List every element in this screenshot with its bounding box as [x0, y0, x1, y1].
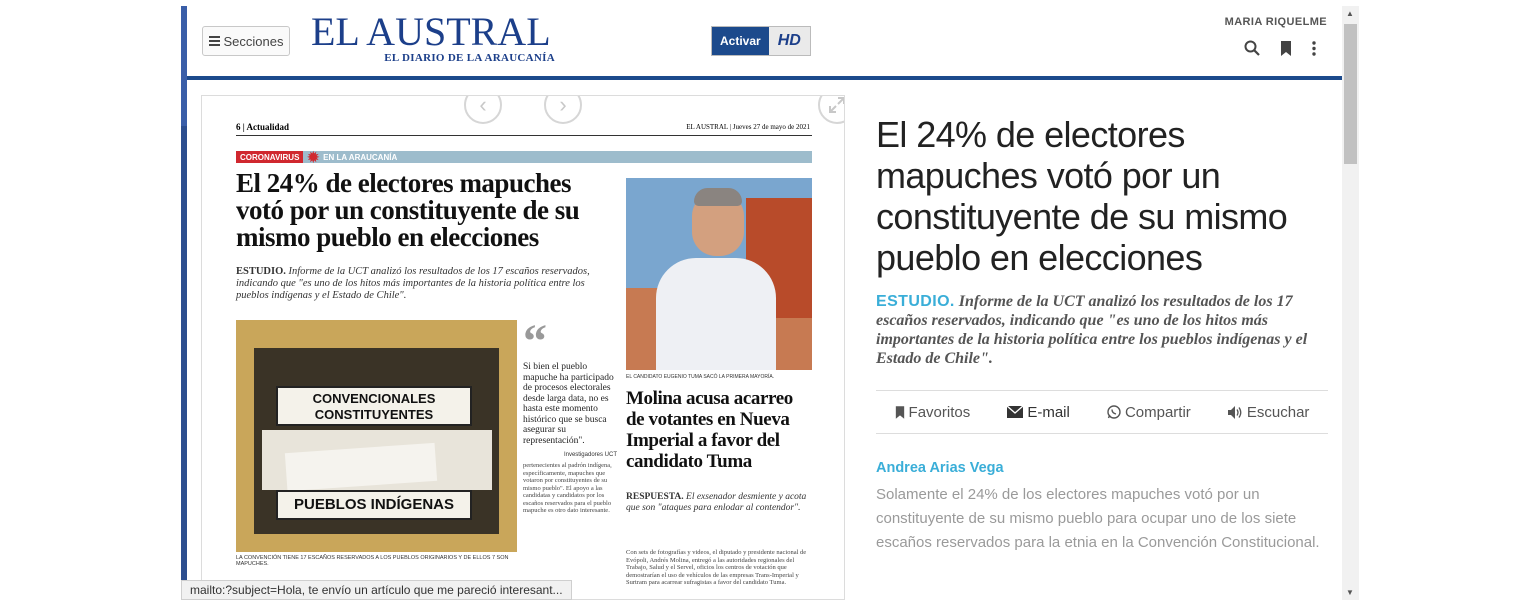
page-scrollbar[interactable] — [1342, 6, 1359, 600]
scroll-up-icon[interactable]: ▲ — [1346, 9, 1354, 18]
photo-caption-2: EL CANDIDATO EUGENIO TUMA SACÓ LA PRIMERA MAYORÍA. — [626, 374, 775, 380]
strip-region: EN LA ARAUCANÍA — [323, 152, 398, 162]
ballot-box-photo — [236, 320, 517, 552]
envelope-icon — [1007, 406, 1023, 418]
chevron-left-icon: ‹ — [479, 95, 487, 117]
sections-label: Secciones — [223, 33, 284, 49]
activar-hd-button[interactable] — [711, 26, 811, 56]
next-page-button[interactable] — [544, 95, 582, 124]
newspaper-body-2: Con sets de fotografías y videos, el diputado y presidente nacional de Evópoli, Andrés Molina, entregó a las autoridades regionales del Trabajo, Salud y el Servel, oficios los centros de votación que demostrarían el uso de vehículos de las empresas Trans-Imperial y Surtram para acarrear sufragistas a favor del candidato Tuma. — [626, 549, 807, 586]
newspaper-page-info: 6 | Actualidad — [236, 122, 290, 132]
prev-page-button[interactable] — [464, 95, 502, 124]
newspaper-body-column: pertenecientes al padrón indígena, específicamente, mapuches que votaron por constituyentes de su mismo pueblo". El apoyo a las candidatas y candidatos por los escaños reservados para el pueblo mapuche es otro dato interesante. — [523, 462, 612, 514]
article-body: Solamente el 24% de los electores mapuches votó por un constituyente de su mismo pueblo para ocupar uno de los siete escaños reservados para la etnia en la Convención Constitucional. — [876, 486, 1320, 551]
logo-sub: EL DIARIO DE LA ARAUCANÍA — [384, 52, 555, 64]
newspaper-meta: EL AUSTRAL | Jueves 27 de mayo de 2021 — [686, 123, 810, 131]
article-lead-text: Informe de la UCT analizó los resultados de los 17 escaños reservados, indicando que "es uno de los hitos más importantes de la historia política entre los pueblos indígenas y el Estado de Chile". — [876, 293, 1308, 367]
fullscreen-button[interactable] — [818, 95, 845, 124]
newspaper-page-header — [236, 122, 812, 136]
newspaper-title: El 24% de electores mapuches votó por un constituyente de su mismo pueblo en elecciones — [236, 168, 580, 252]
whatsapp-icon — [1107, 405, 1121, 419]
bookmark-icon[interactable] — [1280, 41, 1292, 56]
photo-caption-1: LA CONVENCIÓN TIENE 17 ESCAÑOS RESERVADOS A LOS PUEBLOS ORIGINARIOS Y DE ELLOS 7 SON MAPUCHES. — [236, 555, 509, 567]
escuchar-button[interactable]: Escuchar — [1228, 404, 1310, 421]
more-vertical-icon[interactable] — [1312, 41, 1316, 56]
quote-text: Si bien el pueblo mapuche ha participado de procesos electorales desde larga data, no es hasta este momento histórico que se busca asegurar su representación". — [523, 362, 614, 446]
strip-tag: CORONAVIRUS — [236, 151, 303, 163]
newspaper-subtitle: ESTUDIO. Informe de la UCT analizó los resultados de los 17 escaños reservados, indicando que "es uno de los hitos más importantes de la historia política entre los pueblos indígenas y el Estado de Chile". — [236, 266, 590, 301]
volume-icon — [1228, 406, 1243, 419]
ballot-label-1: CONVENCIONALES CONSTITUYENTES — [276, 386, 472, 426]
scroll-thumb[interactable] — [1344, 24, 1357, 164]
newspaper-page — [236, 122, 812, 600]
candidate-photo — [626, 178, 812, 370]
section-strip — [236, 148, 812, 165]
article-lead — [876, 292, 1334, 368]
scroll-down-icon[interactable]: ▼ — [1346, 588, 1354, 597]
pull-quote — [523, 315, 617, 458]
hd-label: HD — [769, 27, 810, 55]
virus-icon: ✹ — [307, 148, 320, 165]
article-title: El 24% de electores mapuches votó por un constituyente de su mismo pueblo en elecciones — [876, 114, 1288, 278]
newspaper-subtitle-2: RESPUESTA. El exsenador desmiente y acota que son "ataques para enlodar al contendor". — [626, 492, 807, 513]
quote-icon: “ — [523, 315, 547, 368]
quote-attribution: Investigadores UCT — [563, 452, 617, 458]
search-icon[interactable] — [1244, 40, 1260, 56]
newspaper-title-2: Molina acusa acarreo de votantes en Nueva Imperial a favor del candidato Tuma — [626, 388, 793, 472]
article-author[interactable]: Andrea Arias Vega — [876, 460, 1004, 476]
header-icons — [1244, 40, 1316, 56]
ballot-label-2: PUEBLOS INDÍGENAS — [276, 490, 472, 520]
user-name[interactable]: MARIA RIQUELME — [1224, 16, 1327, 28]
newspaper-viewer[interactable] — [201, 95, 845, 600]
article-kicker: ESTUDIO. — [876, 293, 955, 310]
activar-label: Activar — [712, 27, 769, 55]
email-button[interactable]: E-mail — [1007, 404, 1070, 421]
site-logo[interactable] — [311, 9, 555, 64]
expand-icon — [829, 97, 845, 113]
bookmark-icon — [895, 406, 905, 419]
article-actions — [876, 390, 1328, 434]
sections-button[interactable] — [202, 26, 290, 56]
compartir-button[interactable]: Compartir — [1107, 404, 1191, 421]
browser-status-bar: mailto:?subject=Hola, te envío un artículo que me pareció interesant... — [181, 580, 572, 600]
site-header — [187, 6, 1342, 80]
chevron-right-icon: › — [559, 95, 567, 117]
favoritos-button[interactable]: Favoritos — [895, 404, 971, 421]
logo-main: EL AUSTRAL — [311, 9, 551, 54]
menu-icon — [209, 34, 220, 48]
